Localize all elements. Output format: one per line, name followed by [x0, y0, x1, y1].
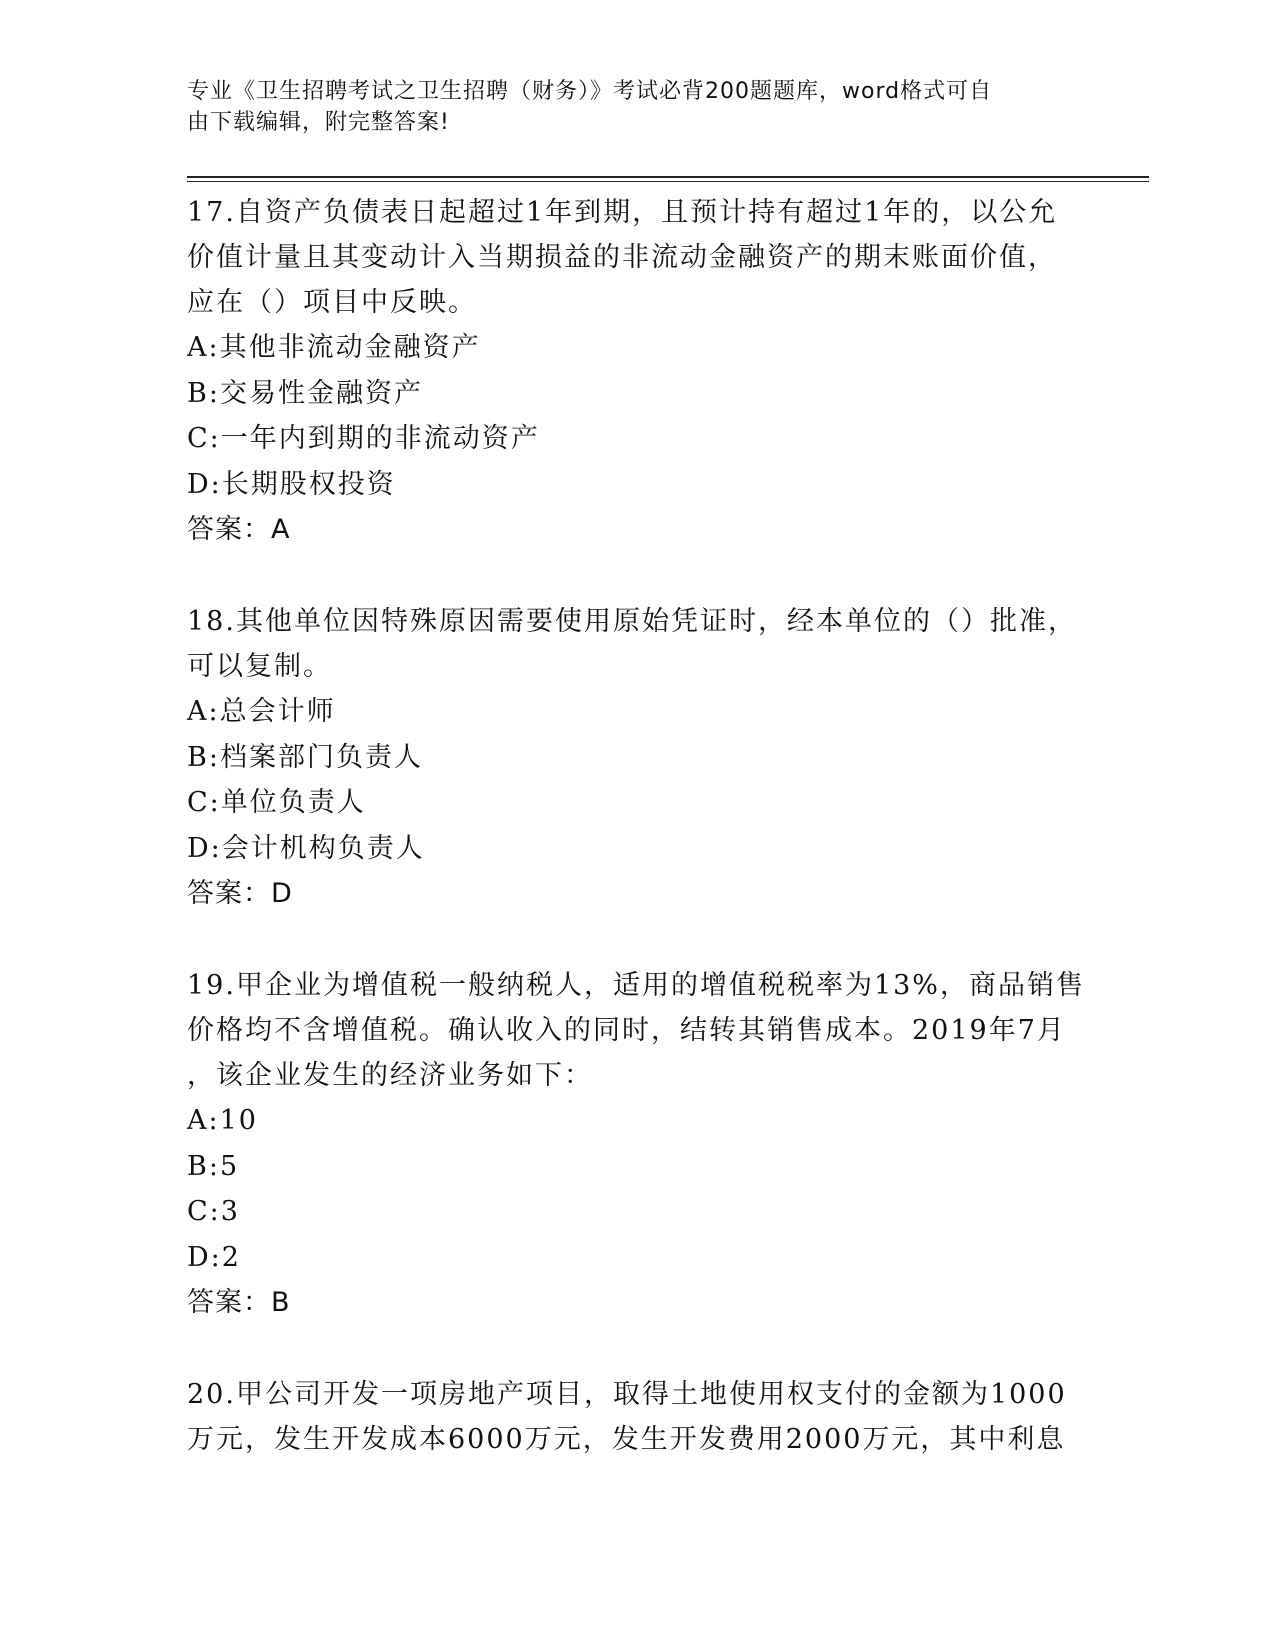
option-b: B:交易性金融资产 — [187, 377, 423, 409]
option-a: A:10 — [187, 1105, 258, 1136]
option-c: C:单位负责人 — [187, 787, 366, 818]
answer-line: 答案：A — [187, 514, 291, 545]
option-c: C:一年内到期的非流动资产 — [187, 423, 540, 454]
question-20 — [187, 1372, 1087, 1462]
stem-line: ，该企业发生的经济业务如下： — [187, 1060, 593, 1091]
header-divider-thick — [187, 176, 1149, 178]
question-18 — [187, 599, 1087, 916]
question-stem — [187, 1372, 1087, 1462]
question-17 — [187, 190, 1087, 552]
stem-line: 19.甲企业为增值税一般纳税人，适用的增值税税率为13%，商品销售 — [187, 970, 1085, 1001]
option-d: D:2 — [187, 1241, 241, 1273]
stem-line: 价值计量且其变动计入当期损益的非流动金融资产的期末账面价值， — [187, 242, 1057, 273]
option-d: D:会计机构负责人 — [187, 832, 425, 864]
header-divider-thin — [187, 181, 1149, 182]
question-stem — [187, 963, 1087, 1098]
question-19 — [187, 963, 1087, 1325]
option-b: B:5 — [187, 1150, 240, 1182]
header-line-2: 由下载编辑，附完整答案! — [187, 110, 450, 135]
stem-line: 17.自资产负债表日起超过1年到期，且预计持有超过1年的，以公允 — [187, 197, 1058, 228]
question-spacer — [187, 552, 1087, 597]
question-stem — [187, 190, 1087, 325]
question-list — [187, 188, 1087, 1462]
document-header — [187, 76, 1067, 138]
answer-line: 答案：D — [187, 878, 293, 909]
stem-line: 18.其他单位因特殊原因需要使用原始凭证时，经本单位的（）批准， — [187, 606, 1077, 637]
option-d: D:长期股权投资 — [187, 468, 396, 500]
stem-line: 万元，发生开发成本6000万元，发生开发费用2000万元，其中利息 — [187, 1424, 1066, 1455]
option-a: A:总会计师 — [187, 696, 336, 727]
option-a: A:其他非流动金融资产 — [187, 332, 481, 363]
question-spacer — [187, 1325, 1087, 1370]
question-spacer — [187, 916, 1087, 961]
question-stem — [187, 599, 1087, 689]
stem-line: 可以复制。 — [187, 651, 332, 682]
answer-line: 答案：B — [187, 1287, 291, 1318]
option-c: C:3 — [187, 1196, 240, 1227]
stem-line: 20.甲公司开发一项房地产项目，取得土地使用权支付的金额为1000 — [187, 1379, 1067, 1410]
option-b: B:档案部门负责人 — [187, 741, 423, 773]
stem-line: 应在（）项目中反映。 — [187, 287, 477, 318]
stem-line: 价格均不含增值税。确认收入的同时，结转其销售成本。2019年7月 — [187, 1015, 1066, 1046]
header-line-1: 专业《卫生招聘考试之卫生招聘（财务）》考试必背200题题库，word格式可自 — [187, 79, 993, 104]
